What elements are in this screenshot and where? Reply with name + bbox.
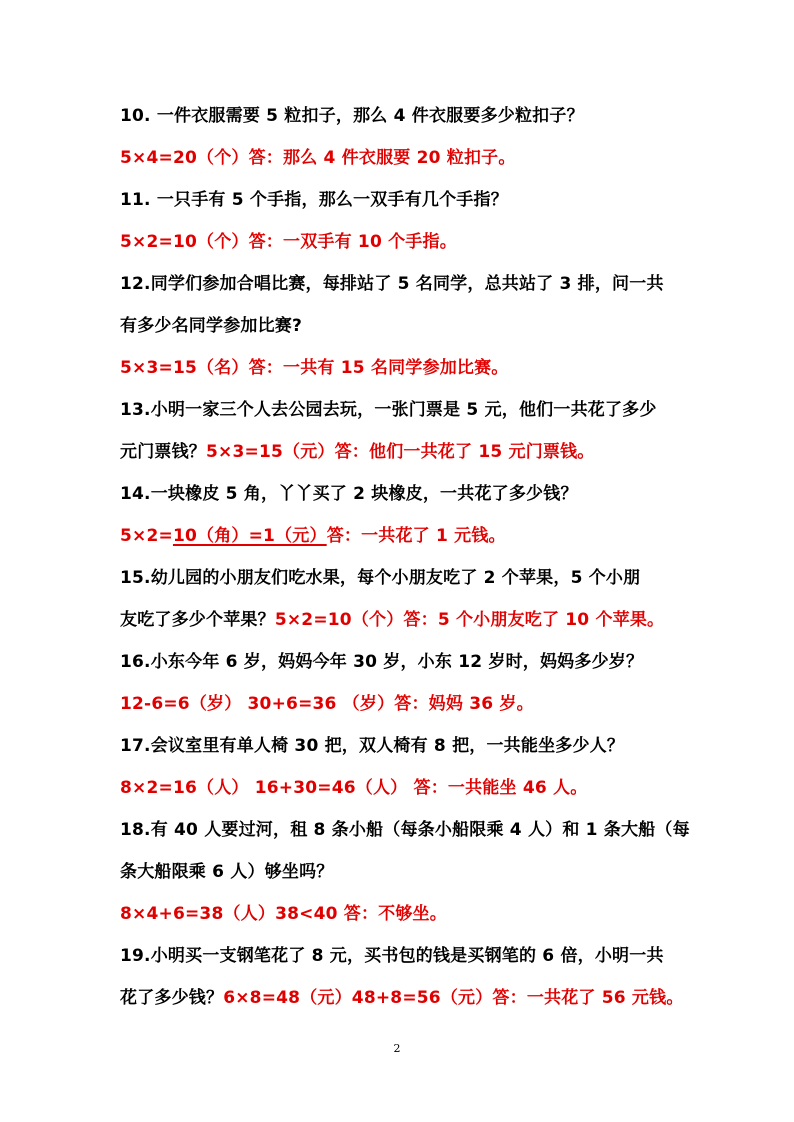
answer-text: 5×3=15（元）答：他们一共花了 15 元门票钱。	[206, 442, 595, 462]
question-text: 17.会议室里有单人椅 30 把，双人椅有 8 把，一共能坐多少人？	[120, 736, 625, 756]
text-line	[120, 399, 657, 421]
text-line	[120, 273, 664, 295]
text-line	[120, 777, 587, 799]
text-line	[120, 483, 578, 505]
question-text: 花了多少钱？	[120, 988, 224, 1008]
text-line	[120, 609, 664, 631]
question-text: 友吃了多少个苹果？	[120, 610, 275, 630]
question-text: 12.同学们参加合唱比赛，每排站了 5 名同学，总共站了 3 排，问一共	[120, 274, 664, 294]
text-line	[120, 231, 457, 253]
answer-text: 5×2=10（个）答：一双手有 10 个手指。	[120, 232, 457, 252]
question-text: 13.小明一家三个人去公园去玩，一张门票是 5 元，他们一共花了多少	[120, 400, 657, 420]
question-text: 15.幼儿园的小朋友们吃水果，每个小朋友吃了 2 个苹果，5 个小朋	[120, 568, 641, 588]
question-text: 18.有 40 人要过河，租 8 条小船（每条小船限乘 4 人）和 1 条大船（每	[120, 820, 690, 840]
answer-text: 6×8=48（元）48+8=56（元）答：一共花了 56 元钱。	[223, 988, 684, 1008]
answer-text: 8×2=16（人） 16+30=46（人） 答：一共能坐 46 人。	[120, 778, 588, 798]
text-line	[120, 147, 516, 169]
answer-text: 8×4+6=38（人）38<40 答：不够坐。	[120, 904, 447, 924]
question-text: 10. 一件衣服需要 5 粒扣子，那么 4 件衣服要多少粒扣子？	[120, 106, 584, 126]
text-line	[120, 945, 664, 967]
text-line	[120, 441, 595, 463]
text-line	[120, 861, 333, 883]
page-number: 2	[393, 1042, 401, 1055]
question-text: 11. 一只手有 5 个手指，那么一双手有几个手指？	[120, 190, 508, 210]
text-line	[120, 693, 534, 715]
text-line	[120, 567, 640, 589]
text-line	[120, 819, 690, 841]
text-line	[120, 735, 624, 757]
text-line	[120, 105, 584, 127]
answer-text: 10（角）=1（元）	[172, 526, 327, 546]
text-line	[120, 189, 508, 211]
text-line	[120, 651, 643, 673]
question-text: 条大船限乘 6 人）够坐吗？	[120, 862, 334, 882]
question-text: 元门票钱？	[120, 442, 206, 462]
answer-text: 5×3=15（名）答：一共有 15 名同学参加比赛。	[120, 358, 509, 378]
answer-text: 5×2=10（个）答：5 个小朋友吃了 10 个苹果。	[274, 610, 665, 630]
question-text: 19.小明买一支钢笔花了 8 元，买书包的钱是买钢笔的 6 倍，小明一共	[120, 946, 664, 966]
answer-text: 12-6=6（岁） 30+6=36 （岁）答：妈妈 36 岁。	[120, 694, 534, 714]
text-line	[120, 525, 506, 547]
answer-text: 5×4=20（个）答：那么 4 件衣服要 20 粒扣子。	[120, 148, 516, 168]
question-text: 有多少名同学参加比赛?	[120, 316, 303, 336]
answer-text: 5×2=	[120, 526, 173, 546]
text-line	[120, 315, 302, 337]
question-text: 16.小东今年 6 岁，妈妈今年 30 岁，小东 12 岁时，妈妈多少岁？	[120, 652, 644, 672]
text-line	[120, 357, 509, 379]
answer-text: 答：一共花了 1 元钱。	[326, 526, 506, 546]
text-line	[120, 987, 684, 1009]
question-text: 14.一块橡皮 5 角，丫丫买了 2 块橡皮，一共花了多少钱？	[120, 484, 578, 504]
text-line	[120, 903, 447, 925]
